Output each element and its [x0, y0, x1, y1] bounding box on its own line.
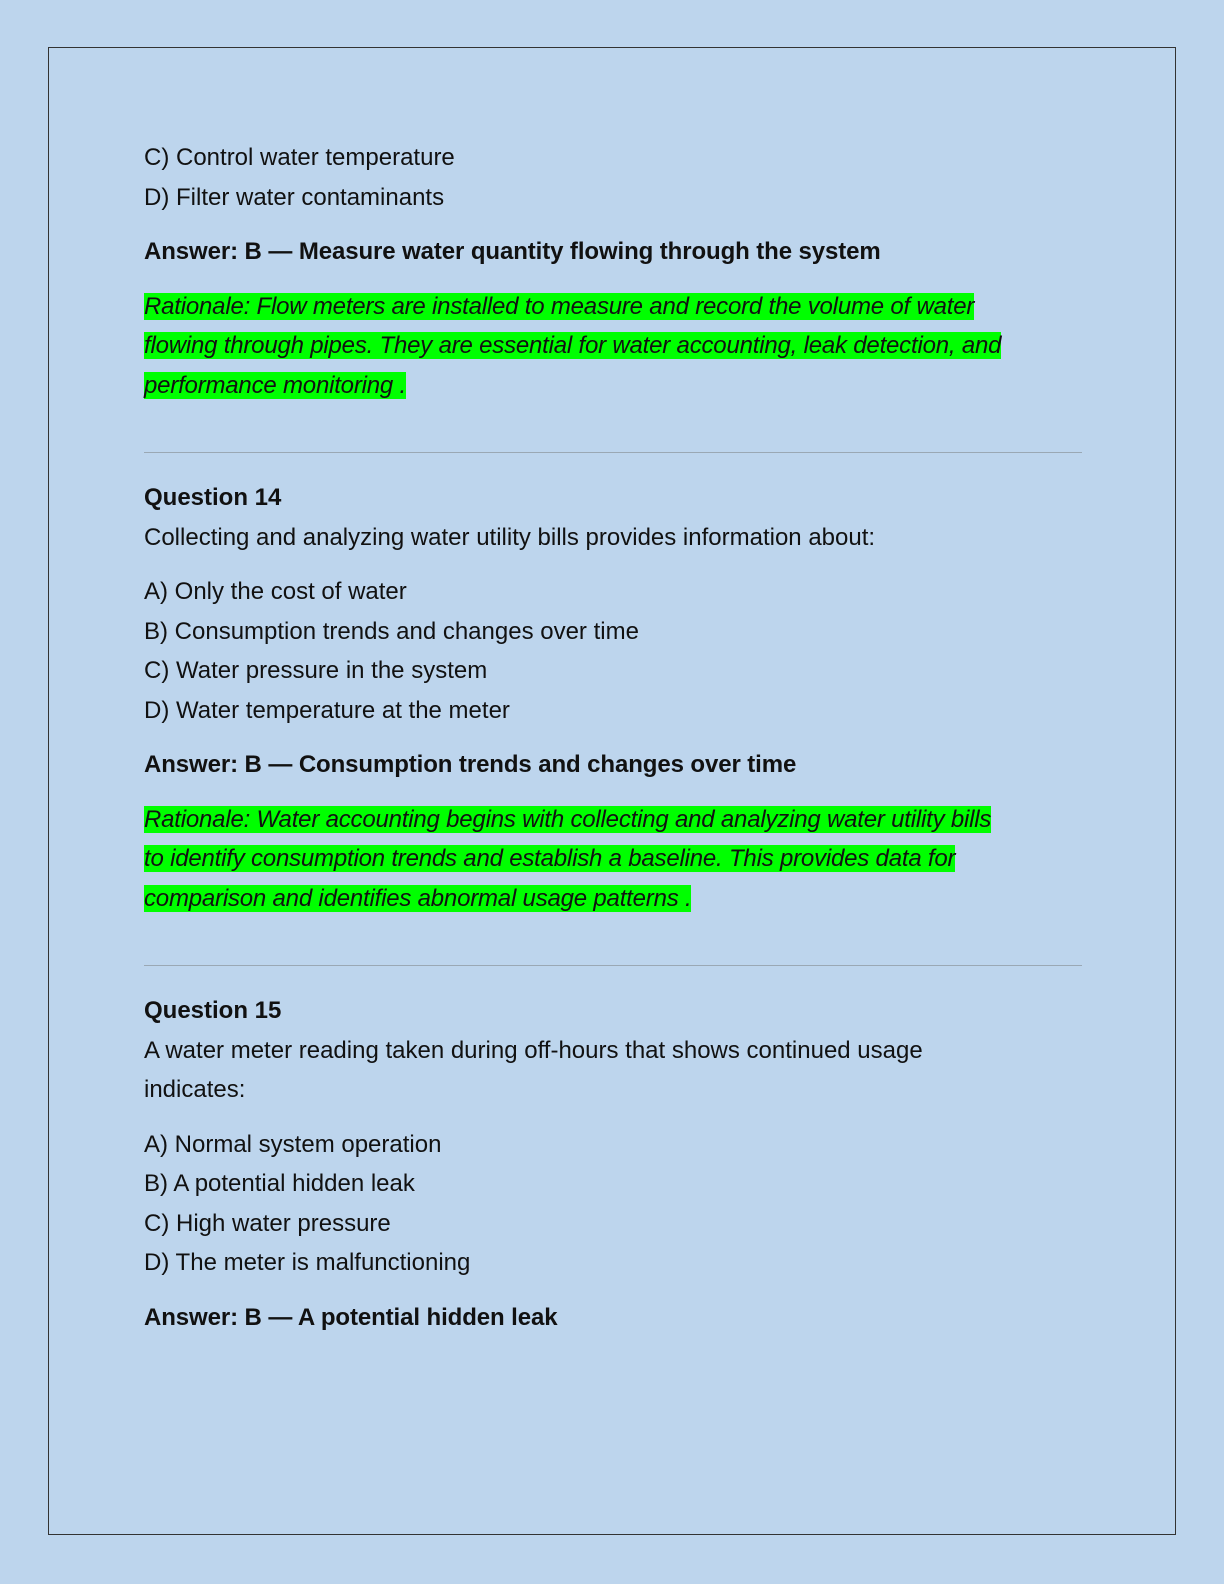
option-b: B) A potential hidden leak — [144, 1170, 415, 1197]
question-title: Question 14 — [144, 484, 282, 511]
option-c: C) Control water temperature — [144, 144, 455, 171]
section-divider — [144, 965, 1082, 966]
rationale-line: Rationale: Flow meters are installed to measure and record the volume of water — [144, 292, 975, 320]
question-15 — [144, 991, 1082, 1337]
question-title: Question 15 — [144, 997, 282, 1024]
rationale — [144, 287, 1082, 406]
option-a: A) Normal system operation — [144, 1130, 442, 1158]
option-d: D) The meter is malfunctioning — [144, 1249, 471, 1276]
rationale-line: comparison and identifies abnormal usage patterns . — [144, 884, 692, 912]
option-d: D) Water temperature at the meter — [144, 696, 510, 724]
document-content — [144, 138, 1082, 1337]
option-c: C) High water pressure — [144, 1209, 391, 1237]
options-list — [144, 1125, 1082, 1283]
option-b: B) Consumption trends and changes over time — [144, 617, 639, 645]
question-text-line: indicates: — [144, 1076, 246, 1103]
question-13-tail — [144, 138, 1082, 405]
question-text-line: A water meter reading taken during off-hours that shows continued usage — [144, 1036, 923, 1064]
options-list — [144, 138, 1082, 217]
rationale-line: performance monitoring . — [144, 371, 406, 399]
option-c: C) Water pressure in the system — [144, 657, 488, 684]
rationale-line: Rationale: Water accounting begins with collecting and analyzing water utility bills — [144, 805, 992, 833]
rationale — [144, 800, 1082, 919]
question-14 — [144, 478, 1082, 918]
answer: Answer: B — Consumption trends and changes over time — [144, 751, 797, 778]
section-divider — [144, 452, 1082, 453]
rationale-line: to identify consumption trends and establish a baseline. This provides data for — [144, 845, 956, 872]
option-a: A) Only the cost of water — [144, 578, 407, 605]
answer: Answer: B — Measure water quantity flowing through the system — [144, 238, 881, 265]
question-text: Collecting and analyzing water utility bills provides information about: — [144, 523, 876, 551]
question-text — [144, 1031, 1082, 1110]
options-list — [144, 572, 1082, 730]
answer: Answer: B — A potential hidden leak — [144, 1303, 558, 1331]
rationale-line: flowing through pipes. They are essential for water accounting, leak detection, and — [144, 332, 1002, 359]
option-d: D) Filter water contaminants — [144, 183, 445, 211]
